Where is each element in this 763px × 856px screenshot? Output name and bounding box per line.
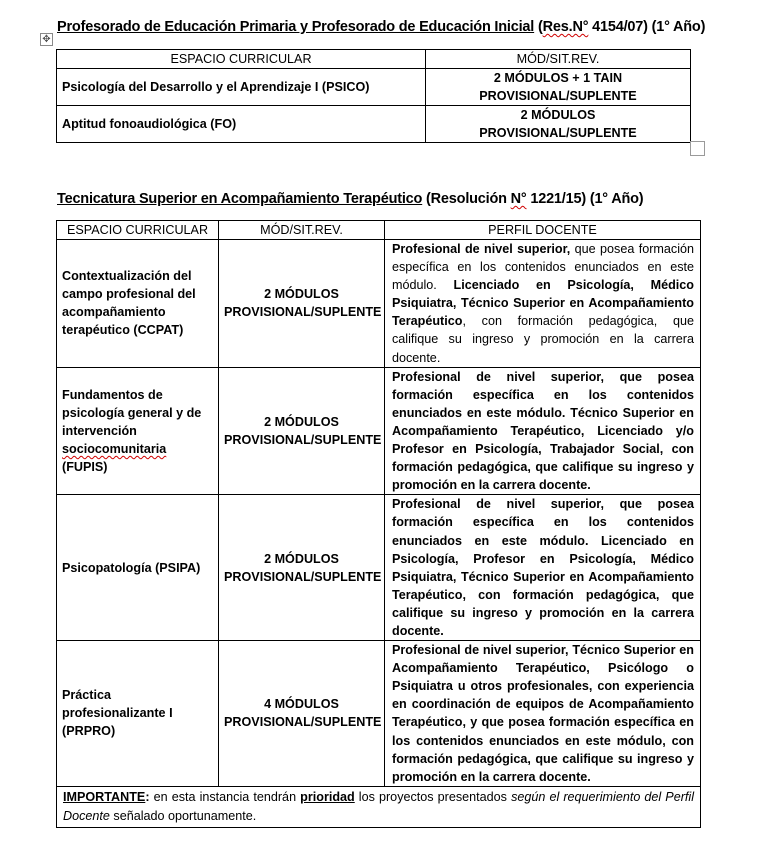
modulos: 2 MÓDULOS — [264, 551, 339, 566]
modulos: 4 MÓDULOS — [264, 697, 339, 712]
modulos: 2 MÓDULOS — [264, 287, 339, 302]
cell-espacio — [57, 495, 219, 641]
espacio-line: Fundamentos de — [62, 387, 163, 402]
cell-perfil-docente — [385, 240, 701, 368]
header-espacio-curricular: ESPACIO CURRICULAR — [57, 221, 219, 240]
table-row — [57, 495, 701, 641]
table-row — [57, 641, 701, 787]
cell-mod-sit — [426, 69, 691, 106]
espacio-line: Psicopatología (PSIPA) — [62, 560, 201, 575]
title-main: Profesorado de Educación Primaria y Profesorado de Educación Inicial — [57, 19, 535, 35]
note-text: los proyectos presentados — [354, 789, 512, 804]
cell-mod-sit — [219, 495, 385, 641]
perfil-normal-part: que posea formación específica en los contenidos enunciados en este módulo. — [392, 242, 694, 293]
cell-perfil-docente: Profesional de nivel superior, que posea formación específica en los contenidos enunciados en este módulo. Licenciado en Psicología, Profesor en Psicología, Médico Psiquiatra, Técnico Superior en Acompañamiento Terapéutico, con formación pedagógica, que califique su ingreso y promoción en la carrera docente. — [385, 495, 701, 641]
situacion: PROVISIONAL/SUPLENTE — [224, 432, 382, 447]
espacio-line: intervención — [62, 423, 137, 438]
modulos: 2 MÓDULOS — [520, 108, 596, 122]
situacion: PROVISIONAL/SUPLENTE — [224, 715, 382, 730]
note-italic: según el requerimiento del Perfil Docente — [63, 789, 694, 823]
section-title-profesorado — [57, 19, 705, 35]
header-espacio-curricular: ESPACIO CURRICULAR — [57, 50, 426, 69]
espacio-line: Contextualización del — [62, 269, 192, 284]
cell-espacio — [57, 367, 219, 495]
importante-note — [57, 786, 701, 827]
cell-mod-sit — [219, 240, 385, 368]
title-rest: 1221/15) (1° Año) — [526, 191, 644, 207]
title-res-prefix: (Resolución — [422, 191, 511, 207]
espacio-line-spellcheck: sociocomunitaria — [62, 442, 167, 457]
spellcheck-word: N° — [510, 191, 527, 207]
espacio-line: psicología general y de — [62, 405, 202, 420]
cell-mod-sit — [426, 106, 691, 143]
cell-perfil-docente: Profesional de nivel superior, que posea formación específica en los contenidos enunciados en este módulo. Técnico Superior en Acompañamiento Terapéutico, Licenciado y/o Profesor en Psicología, Trabajador Social, con formación pedagógica, que califique su ingreso y promoción en la carrera docente. — [385, 367, 701, 495]
title-main: Tecnicatura Superior en Acompañamiento Terapéutico — [57, 191, 423, 207]
modulos: 2 MÓDULOS + 1 TAIN — [493, 71, 623, 85]
table-tecnicatura — [56, 220, 701, 828]
header-mod-sit-rev: MÓD/SIT.REV. — [219, 221, 385, 240]
note-colon: : — [145, 789, 150, 804]
cell-espacio: Psicología del Desarrollo y el Aprendizaje I (PSICO) — [57, 69, 426, 106]
note-text: señalado oportunamente. — [109, 808, 257, 823]
situacion: PROVISIONAL/SUPLENTE — [479, 89, 637, 103]
espacio-line: Práctica — [62, 688, 112, 703]
note-priority: prioridad — [300, 789, 355, 804]
cell-espacio — [57, 641, 219, 787]
note-text: en esta instancia tendrán — [149, 789, 301, 804]
perfil-bold-part: Licenciado en Psicología, Médico Psiquiatra, Técnico Superior en Acompañamiento Terapéutico — [392, 278, 694, 329]
espacio-line: profesionalizante I — [62, 706, 173, 721]
table-row — [57, 367, 701, 495]
perfil-normal-part: , con formación pedagógica, que califique su ingreso y promoción en la carrera docente. — [392, 314, 694, 365]
espacio-line: terapéutico (CCPAT) — [62, 323, 184, 338]
situacion: PROVISIONAL/SUPLENTE — [479, 126, 637, 140]
espacio-line: (PRPRO) — [62, 724, 116, 739]
cell-espacio: Aptitud fonoaudiológica (FO) — [57, 106, 426, 143]
header-perfil-docente: PERFIL DOCENTE — [385, 221, 701, 240]
cell-espacio — [57, 240, 219, 368]
section-title-tecnicatura — [57, 191, 643, 207]
title-rest: 4154/07) (1° Año) — [588, 19, 706, 35]
header-mod-sit-rev: MÓD/SIT.REV. — [426, 50, 691, 69]
table-row — [57, 69, 691, 106]
espacio-line: (FUPIS) — [62, 460, 108, 475]
note-label: IMPORTANTE — [63, 789, 146, 804]
table-profesorado — [56, 49, 691, 143]
table-move-handle-icon[interactable]: ✥ — [40, 33, 53, 46]
situacion: PROVISIONAL/SUPLENTE — [224, 569, 382, 584]
situacion: PROVISIONAL/SUPLENTE — [224, 305, 382, 320]
title-res-prefix: ( — [534, 19, 543, 35]
cell-perfil-docente: Profesional de nivel superior, Técnico Superior en Acompañamiento Terapéutico, Psicólogo o Psiquiatra u otros profesionales, con experiencia en coordinación de equipos de Acompañamiento Terapéutico, y que posea formación específica en los contenidos enunciados en este módulo, con formación pedagógica, que califique su ingreso y promoción en la carrera docente. — [385, 641, 701, 787]
spellcheck-word: Res.N° — [542, 19, 589, 35]
cell-mod-sit — [219, 641, 385, 787]
table-resize-handle-icon[interactable] — [690, 141, 705, 156]
espacio-line: acompañamiento — [62, 305, 166, 320]
espacio-line: campo profesional del — [62, 287, 196, 302]
modulos: 2 MÓDULOS — [264, 414, 339, 429]
table-row — [57, 106, 691, 143]
cell-mod-sit — [219, 367, 385, 495]
note-row — [57, 786, 701, 827]
perfil-bold-part: Profesional de nivel superior, — [392, 242, 571, 256]
table-row — [57, 240, 701, 368]
